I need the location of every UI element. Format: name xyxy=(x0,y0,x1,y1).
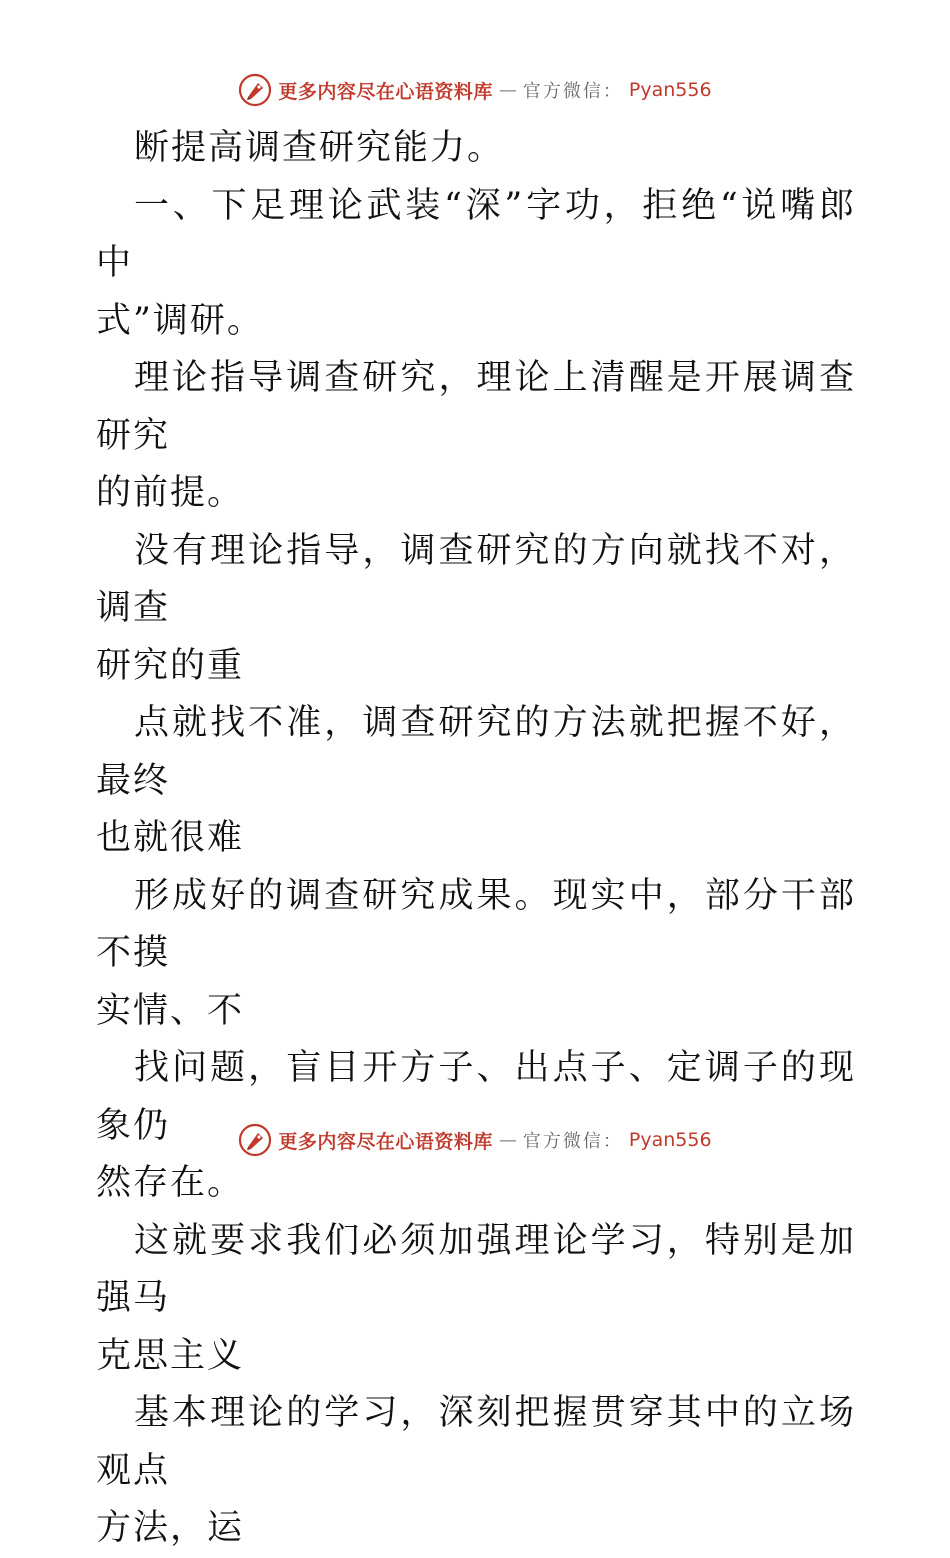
footer-wechat-id: Pyan556 xyxy=(628,1129,712,1151)
paragraph xyxy=(96,350,856,523)
paragraph-line: 式”调研。 xyxy=(96,300,264,341)
paragraph xyxy=(96,1213,856,1386)
footer-wechat-label: 官方微信： xyxy=(522,1131,623,1152)
paragraph-line: 实情、不 xyxy=(96,990,245,1031)
paragraph-line: 断提高调查研究能力。 xyxy=(134,128,505,168)
header-brand-name: 更多内容尽在心语资料库 xyxy=(278,80,493,103)
paragraph-line: 基本理论的学习，深刻把握贯穿其中的立场观点 xyxy=(96,1393,856,1491)
footer-separator: — xyxy=(498,1129,517,1151)
paragraph xyxy=(96,1385,856,1558)
paragraph-line: 也就很难 xyxy=(96,818,245,858)
paragraph-line: 方法，运 xyxy=(96,1508,245,1548)
pen-nib-logo-icon xyxy=(238,73,272,107)
document-body xyxy=(96,120,856,1558)
paragraph-line: 研究的重 xyxy=(96,645,245,686)
footer-watermark xyxy=(238,1123,711,1157)
pen-nib-logo-icon xyxy=(238,1123,272,1157)
paragraph xyxy=(96,868,856,1041)
paragraph xyxy=(96,695,856,868)
paragraph-line: 理论指导调查研究，理论上清醒是开展调查研究 xyxy=(96,358,856,456)
paragraph-line: 形成好的调查研究成果。现实中，部分干部不摸 xyxy=(96,875,856,973)
header-wechat-id: Pyan556 xyxy=(628,79,712,101)
paragraph-line: 克思主义 xyxy=(96,1335,245,1376)
footer-brand-name: 更多内容尽在心语资料库 xyxy=(278,1130,493,1153)
paragraph-line: 然存在。 xyxy=(96,1163,245,1203)
paragraph-line: 的前提。 xyxy=(96,473,245,513)
paragraph xyxy=(96,523,856,696)
page-header xyxy=(0,68,950,112)
paragraph-line: 一、下足理论武装“深”字功，拒绝“说嘴郎中 xyxy=(96,185,856,283)
paragraph xyxy=(96,120,856,178)
page-footer xyxy=(0,1118,950,1162)
paragraph xyxy=(96,178,856,351)
paragraph-line: 这就要求我们必须加强理论学习，特别是加强马 xyxy=(96,1220,856,1318)
paragraph-line: 点就找不准，调查研究的方法就把握不好，最终 xyxy=(96,703,856,801)
header-separator: — xyxy=(498,79,517,101)
header-watermark xyxy=(238,73,711,107)
paragraph-line: 找问题，盲目开方子、出点子、定调子的现象仍 xyxy=(96,1048,856,1146)
header-wechat-label: 官方微信： xyxy=(522,81,623,102)
paragraph-line: 没有理论指导，调查研究的方向就找不对，调查 xyxy=(96,530,856,628)
